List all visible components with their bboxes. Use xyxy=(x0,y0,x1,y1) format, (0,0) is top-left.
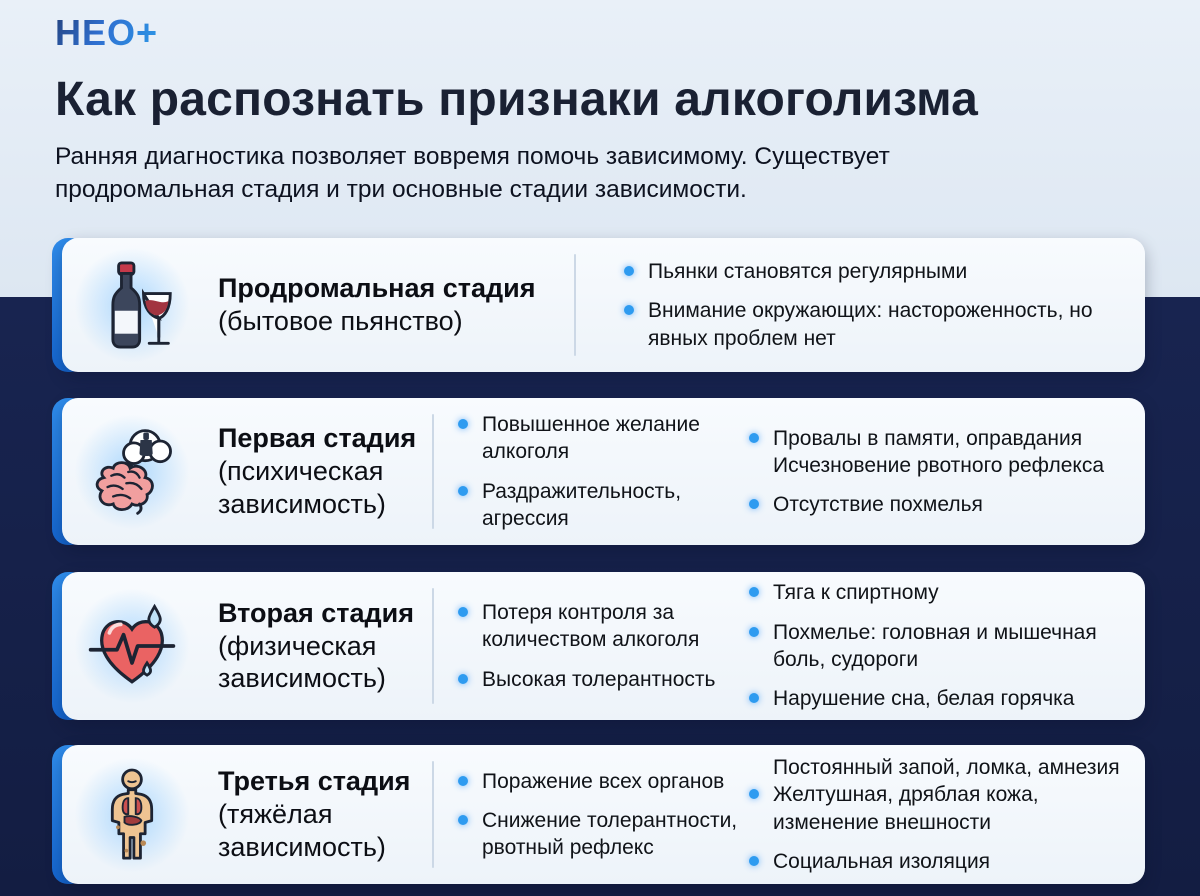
symptom-list-right xyxy=(749,425,1145,519)
list-item xyxy=(749,685,1127,712)
stage-title-block xyxy=(202,765,432,864)
icon-cell xyxy=(62,257,202,353)
symptom-list xyxy=(576,258,1145,352)
symptom-list-left xyxy=(434,411,749,532)
list-item-text: Внимание окружающих: настороженность, но явных проблем нет xyxy=(648,299,1093,350)
list-item-text: Отсутствие похмелья xyxy=(773,493,983,517)
neo-plus-logo: НЕО+ xyxy=(55,12,159,53)
icon-cell xyxy=(62,767,202,863)
stage-card-second xyxy=(52,572,1145,720)
stage-subtitle: (бытовое пьянство) xyxy=(218,306,463,336)
bullet-dot-icon xyxy=(458,674,468,684)
card-body xyxy=(62,572,1145,720)
list-item-text: Поражение всех органов xyxy=(482,769,725,793)
stage-subtitle: (физическая зависимость) xyxy=(218,630,386,694)
list-item-text: Раздражительность, агрессия xyxy=(482,479,682,530)
stage-title: Вторая стадия xyxy=(218,597,415,628)
heart-pulse-drops-icon xyxy=(84,598,180,694)
list-item-text: Потеря контроля за количеством алкоголя xyxy=(482,601,700,652)
list-item xyxy=(749,579,1127,606)
list-item xyxy=(458,411,749,466)
card-body xyxy=(62,745,1145,884)
icon-cell xyxy=(62,598,202,694)
stage-title: Продромальная стадия xyxy=(218,273,536,304)
stage-card-third xyxy=(52,745,1145,884)
list-item xyxy=(749,425,1127,452)
list-item-text: Нарушение сна, белая горячка xyxy=(773,687,1075,711)
bullet-dot-icon xyxy=(458,419,468,429)
list-item-text: Постоянный запой, ломка, амнезия xyxy=(773,755,1120,779)
page-title: Как распознать признаки алкоголизма xyxy=(55,73,979,126)
list-item xyxy=(624,297,1115,352)
page-subtitle: Ранняя диагностика позволяет вовремя помочь зависимому. Существует продромальная стадия и три основные стадии зависимости. xyxy=(55,143,890,203)
list-item xyxy=(749,754,1127,781)
bullet-dot-icon xyxy=(749,856,759,866)
stage-card-first xyxy=(52,398,1145,545)
list-item-text: Снижение толерантности, рвотный рефлекс xyxy=(482,808,738,860)
list-item xyxy=(458,599,749,654)
bullet-dot-icon xyxy=(749,693,759,703)
stage-title: Третья стадия xyxy=(218,766,411,797)
bullet-dot-icon xyxy=(458,776,468,786)
list-item xyxy=(458,478,749,533)
list-item xyxy=(624,258,1115,285)
list-item xyxy=(749,781,1127,836)
list-item-text: Высокая толерантность xyxy=(482,667,716,691)
bullet-dot-icon xyxy=(749,587,759,597)
symptom-list-right xyxy=(749,754,1145,875)
bullet-dot-icon xyxy=(458,486,468,496)
symptom-list-left xyxy=(434,768,749,862)
bullet-dot-icon xyxy=(749,627,759,637)
icon-cell xyxy=(62,424,202,520)
bullet-dot-icon xyxy=(749,499,759,509)
body-organs-icon xyxy=(84,767,180,863)
brain-thought-bottle-icon xyxy=(84,424,180,520)
stage-title: Первая стадия xyxy=(218,423,417,454)
stage-subtitle: (психическая зависимость) xyxy=(218,456,386,519)
stage-title-block xyxy=(202,597,432,696)
list-item-text: Повышенное желание алкоголя xyxy=(482,412,700,464)
stage-card-prodromal xyxy=(52,238,1145,372)
list-item-text: Тяга к спиртному xyxy=(773,581,939,605)
list-item-text: Социальная изоляция xyxy=(773,849,991,873)
card-body xyxy=(62,398,1145,545)
symptom-list-left xyxy=(434,599,749,693)
header xyxy=(55,12,1155,207)
wine-bottle-and-glass-icon xyxy=(84,257,180,353)
list-item-text: Похмелье: головная и мышечная боль, судороги xyxy=(773,620,1097,671)
stage-title-block xyxy=(202,422,432,521)
bullet-dot-icon xyxy=(624,266,634,276)
card-body xyxy=(62,238,1145,372)
list-item-text: Пьянки становятся регулярными xyxy=(648,260,968,284)
list-item xyxy=(749,491,1127,518)
bullet-dot-icon xyxy=(749,433,759,443)
bullet-dot-icon xyxy=(458,607,468,617)
list-item xyxy=(458,807,749,862)
list-item xyxy=(749,619,1127,674)
list-item xyxy=(749,452,1127,479)
list-item-text: Исчезновение рвотного рефлекса xyxy=(773,453,1104,477)
symptom-list-right xyxy=(749,579,1145,712)
stage-subtitle: (тяжёлая зависимость) xyxy=(218,799,386,862)
bullet-dot-icon xyxy=(458,815,468,825)
list-item xyxy=(749,848,1127,875)
list-item-text: Желтушная, дряблая кожа, изменение внешности xyxy=(773,783,1039,834)
bullet-dot-icon xyxy=(749,789,759,799)
bullet-dot-icon xyxy=(624,305,634,315)
list-item xyxy=(458,666,749,693)
list-item-text: Провалы в памяти, оправдания xyxy=(773,426,1083,450)
list-item xyxy=(458,768,749,795)
stage-title-block xyxy=(202,272,574,338)
